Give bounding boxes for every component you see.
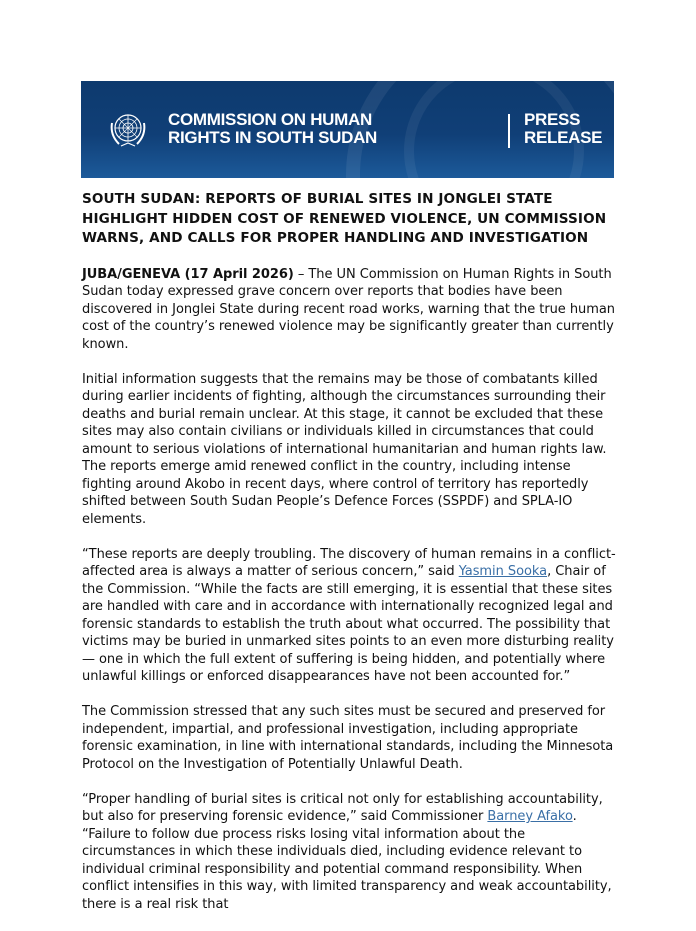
un-emblem-icon <box>107 109 149 151</box>
link-yasmin-sooka[interactable]: Yasmin Sooka <box>458 564 548 579</box>
organization-name <box>168 111 377 147</box>
org-line-2: RIGHTS IN SOUTH SUDAN <box>168 128 378 147</box>
link-barney-afako[interactable]: Barney Afako <box>487 809 573 824</box>
label-line-1: PRESS <box>524 110 581 129</box>
paragraph-initial-information: Initial information suggests that the remains may be those of combatants killed during earlier incidents of fighting, although the circumstances surrounding their deaths and burial remain unclear. At this stage, it cannot be excluded that these sites may also contain civilians or individuals killed in circumstances that could amount to serious violations of international humanitarian and human rights law. The reports emerge amid renewed conflict in the country, including intense fighting around Akobo in recent days, where control of territory has reportedly shifted between South Sudan People’s Defence Forces (SSPDF) and SPLA-IO elements. <box>82 371 607 527</box>
label-line-2: RELEASE <box>524 128 603 147</box>
paragraph-text: – The UN Commission on Human Rights in South Sudan today expressed grave concern over reports that bodies have been discovered in Jonglei State during recent road works, warning that the true human cost of the country’s renewed violence may be significantly greater than currently known. <box>82 266 615 352</box>
banner-divider <box>508 114 510 148</box>
dateline: JUBA/GENEVA (17 April 2026) <box>82 266 294 282</box>
paragraph-commissioner-quote <box>82 791 622 914</box>
paragraph-chair-quote <box>82 546 622 686</box>
org-line-1: COMMISSION ON HUMAN <box>168 110 372 129</box>
press-release-body <box>82 190 622 931</box>
press-release-banner <box>81 81 614 178</box>
paragraph-text: , Chair of the Commission. “While the facts are still emerging, it is essential that these sites are handled with care and in accordance with internationally recognized legal and forensic standards to establish the truth about what occurred. The possibility that victims may be buried in unmarked sites points to an even more disturbing reality — one in which the full extent of suffering is being hidden, and potentially where unlawful killings or enforced disappearances have not been accounted for.” <box>82 564 614 684</box>
headline: SOUTH SUDAN: REPORTS OF BURIAL SITES IN JONGLEI STATE HIGHLIGHT HIDDEN COST OF RENEWED VIOLENCE, UN COMMISSION WARNS, AND CALLS FOR PROPER HANDLING AND INVESTIGATION <box>82 191 607 246</box>
paragraph-text: “These reports are deeply troubling. The discovery of human remains in a conflict-affected area is always a matter of serious concern,” said <box>82 546 616 579</box>
paragraph-text: “Proper handling of burial sites is critical not only for establishing accountability, but also for preserving forensic evidence,” said Commissioner <box>82 791 603 824</box>
paragraph-text: . “Failure to follow due process risks losing vital information about the circumstances in which these individuals died, including evidence relevant to individual criminal responsibility and potential command responsibility. When conflict intensifies in this way, with limited transparency and weak accountability, there is a real risk that <box>82 809 612 912</box>
paragraph-commission-stressed: The Commission stressed that any such sites must be secured and preserved for independent, impartial, and professional investigation, including appropriate forensic examination, in line with international standards, including the Minnesota Protocol on the Investigation of Potentially Unlawful Death. <box>82 704 614 772</box>
press-release-label <box>524 111 602 147</box>
paragraph-dateline <box>82 266 622 354</box>
